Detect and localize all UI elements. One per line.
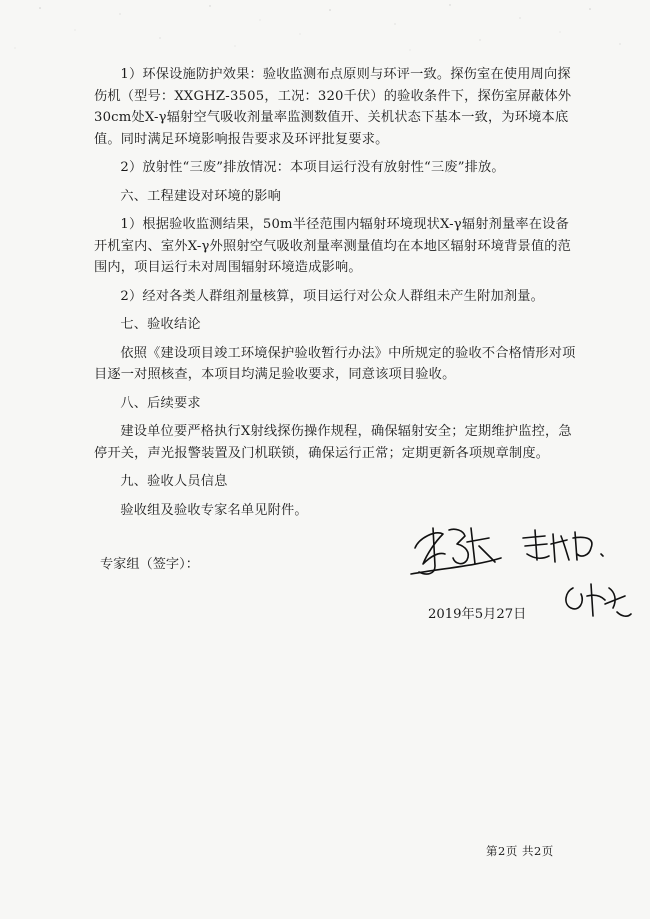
section-heading-9: 九、验收人员信息 bbox=[120, 474, 228, 489]
signature-2 bbox=[523, 530, 603, 562]
section-heading-8: 八、后续要求 bbox=[120, 395, 201, 411]
signature-3 bbox=[566, 584, 631, 616]
signature-label: 专家组（签字）： bbox=[100, 557, 199, 572]
paragraph-dose-check: 2）经对各类人群组剂量核算，项目运行对公众人群组未产生附加剂量。 bbox=[120, 288, 544, 304]
signature-date: 2019年5月27日 bbox=[428, 607, 527, 622]
paragraph-conclusion: 依照《建设项目竣工环境保护验收暂行办法》中所规定的验收不合格情形对项目逐一对照核查，本项目均满足验收要求，同意该项目验收。 bbox=[94, 345, 576, 382]
paragraph-personnel: 验收组及验收专家名单见附件。 bbox=[120, 502, 308, 518]
paragraph-protection-effect: 1）环保设施防护效果：验收监测布点原则与环评一致。探伤室在使用周向探伤机（型号：XXGHZ-3505，工况：320千伏）的验收条件下，探伤室屏蔽体外30cm处X-γ辐射空气吸收剂量率监测数值开、关机状态下基本一致，为环境本底值。同时满足环境影响报告要求及环评批复要求。 bbox=[94, 67, 572, 147]
body-text bbox=[94, 64, 580, 521]
signature-1 bbox=[411, 528, 501, 574]
scan-noise bbox=[0, 0, 650, 60]
paragraph-followup: 建设单位要严格执行X射线探伤操作规程，确保辐射安全；定期维护监控，急停开关，声光报警装置及门机联锁，确保运行正常；定期更新各项规章制度。 bbox=[94, 424, 572, 461]
paragraph-radioactive-waste: 2）放射性“三废”排放情况：本项目运行没有放射性“三废”排放。 bbox=[120, 160, 505, 175]
section-heading-6: 六、工程建设对环境的影响 bbox=[120, 188, 282, 204]
page-number: 第2页 共2页 bbox=[486, 844, 554, 858]
section-heading-7: 七、验收结论 bbox=[120, 317, 201, 332]
paragraph-monitoring-result: 1）根据验收监测结果，50m半径范围内辐射环境现状X-γ辐射剂量率在设备开机室内、室外X-γ外照射空气吸收剂量率测量值均在本地区辐射环境背景值的范围内，项目运行未对周围辐射环境造成影响。 bbox=[94, 217, 572, 275]
